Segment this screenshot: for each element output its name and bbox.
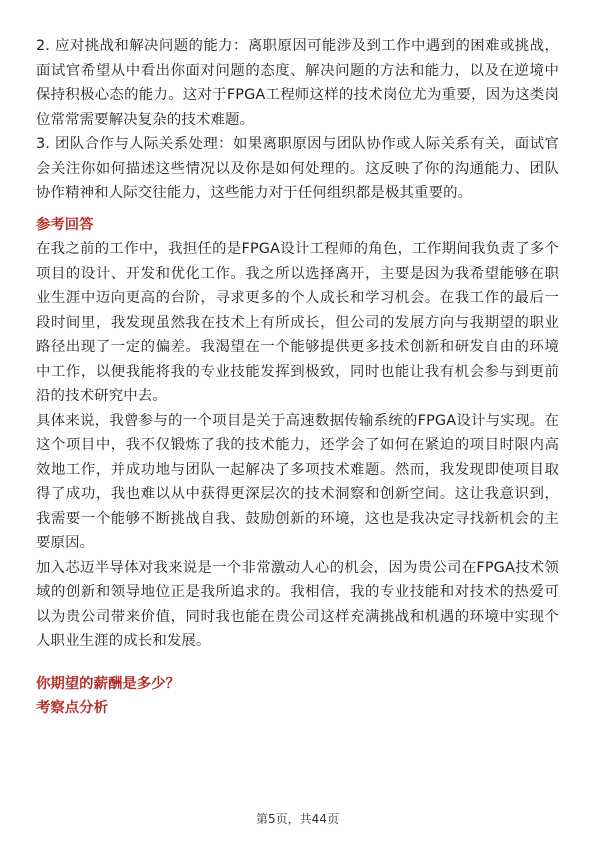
point-2-paragraph: 2. 应对挑战和解决问题的能力：离职原因可能涉及到工作中遇到的困难或挑战，面试官希望从中看出你面对问题的态度、解决问题的方法和能力，以及在逆境中保持积极心态的能力。这对于FPGA工程师这样的技术岗位尤为重要，因为这类岗位常常需要解决复杂的技术难题。 bbox=[36, 38, 559, 128]
point-3-paragraph: 3. 团队合作与人际关系处理：如果离职原因与团队协作或人际关系有关，面试官会关注你如何描述这些情况以及你是如何处理的。这反映了你的沟通能力、团队协作精神和人际交往能力，这些能力对于任何组织都是极其重要的。 bbox=[36, 136, 559, 201]
page-number: 第5页，共44页 bbox=[256, 812, 339, 826]
page-content bbox=[36, 34, 559, 721]
analysis-heading: 考察点分析 bbox=[36, 700, 108, 716]
answer-paragraph-2: 具体来说，我曾参与的一个项目是关于高速数据传输系统的FPGA设计与实现。在这个项目中，我不仅锻炼了我的技术能力，还学会了如何在紧迫的项目时限内高效地工作，并成功地与团队一起解决了多项技术难题。然而，我发现即使项目取得了成功，我也难以从中获得更深层次的技术洞察和创新空间。这让我意识到，我需要一个能够不断挑战自我、鼓励创新的环境，这也是我决定寻找新机会的主要原因。 bbox=[36, 412, 559, 551]
answer-paragraph-1: 在我之前的工作中，我担任的是FPGA设计工程师的角色，工作期间我负责了多个项目的设计、开发和优化工作。我之所以选择离开，主要是因为我希望能够在职业生涯中迈向更高的台阶，寻求更多的个人成长和学习机会。在我工作的最后一段时间里，我发现虽然我在技术上有所成长，但公司的发展方向与我期望的职业路径出现了一定的偏差。我渴望在一个能够提供更多技术创新和研发自由的环境中工作，以便我能将我的专业技能发挥到极致，同时也能让我有机会参与到更前沿的技术研究中去。 bbox=[36, 241, 559, 404]
answer-paragraph-3: 加入芯迈半导体对我来说是一个非常激动人心的机会，因为贵公司在FPGA技术领域的创新和领导地位正是我所追求的。我相信，我的专业技能和对技术的热爱可以为贵公司带来价值，同时我也能在贵公司这样充满挑战和机遇的环境中实现个人职业生涯的成长和发展。 bbox=[36, 559, 559, 649]
next-question-heading: 你期望的薪酬是多少？ bbox=[36, 675, 180, 692]
answer-heading: 参考回答 bbox=[36, 216, 94, 233]
